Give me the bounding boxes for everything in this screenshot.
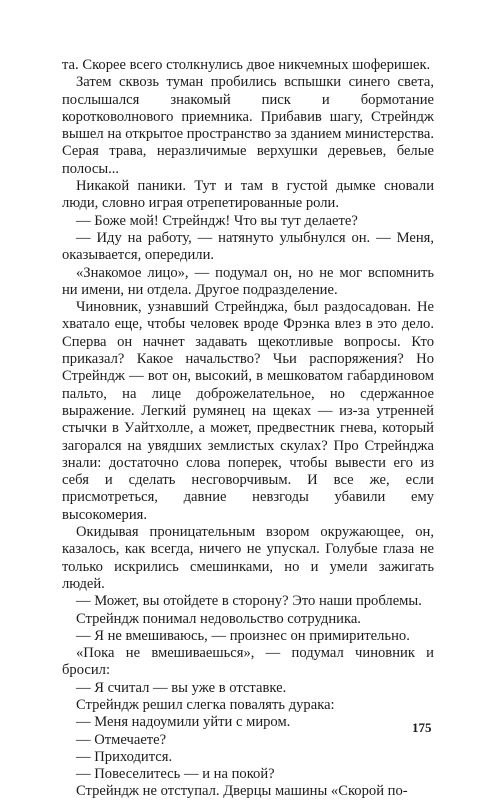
paragraph: — Приходится. — [76, 748, 173, 765]
paragraph: — Я считал — вы уже в отставке. — [76, 679, 287, 696]
paragraph: — Меня надоумили уйти с миром. — [76, 714, 291, 731]
paragraph: Чиновник, узнавший Стрейнджа, был раздосадован. Не хватало еще, чтобы человек вроде Фрэнка влез в это дело. Сперва он начнет задавать щекотливые вопросы. Кто приказал? Какое начальство? Чьи распоряжения? Но Стрейндж — вот он, высокий, в мешковатом габардиновом пальто, на лице доброжелательное, но сдержанное выражение. Легкий румянец на щеках — из-за утренней стычки в Уайтхолле, а может, предвестник гнева, который загорался на увядших землистых скулах? Про Стрейнджа знали: достаточно слова поперек, чтобы вывести его из себя и сделать несговорчивым. И все же, если присмотреться, давние невзгоды убавили ему высокомерия. — [62, 299, 434, 523]
paragraph: «Знакомое лицо», — подумал он, но не мог вспомнить ни имени, ни отдела. Другое подразделение. — [62, 264, 434, 298]
paragraph: Стрейндж решил слегка повалять дурака: — [76, 696, 335, 713]
paragraph: — Может, вы отойдете в сторону? Это наши проблемы. — [76, 593, 422, 610]
page-text — [62, 57, 434, 801]
paragraph: та. Скорее всего столкнулись двое никчемных шоферишек. — [62, 57, 431, 73]
paragraph: «Пока не вмешиваешься», — подумал чиновник и бросил: — [62, 645, 434, 679]
paragraph: — Я не вмешиваюсь, — произнес он примирительно. — [76, 627, 410, 644]
paragraph: — Боже мой! Стрейндж! Что вы тут делаете? — [76, 212, 358, 229]
paragraph: — Отмечаете? — [76, 731, 167, 748]
paragraph: Затем сквозь туман пробились вспышки синего света, послышался знакомый писк и бормотание коротковолнового приемника. Прибавив шагу, Стрейндж вышел на открытое пространство за зданием министерства. Серая трава, неразличимые верхушки деревьев, белые полосы... — [62, 74, 434, 177]
paragraph: Стрейндж понимал недовольство сотрудника. — [76, 610, 361, 627]
paragraph: Окидывая проницательным взором окружающее, он, казалось, как всегда, ничего не упускал. Голубые глаза не только искрились смешинками, но и умели зажигать людей. — [62, 524, 434, 592]
paragraph: Стрейндж не отступал. Дверцы машины «Скорой по- — [76, 783, 408, 800]
paragraph: Никакой паники. Тут и там в густой дымке сновали люди, словно играя отрепетированные роли. — [62, 178, 434, 212]
page-number: 175 — [412, 720, 432, 735]
paragraph: — Повеселитесь — и на покой? — [76, 766, 275, 783]
paragraph: — Иду на работу, — натянуто улыбнулся он. — Меня, оказывается, опередили. — [62, 229, 434, 264]
